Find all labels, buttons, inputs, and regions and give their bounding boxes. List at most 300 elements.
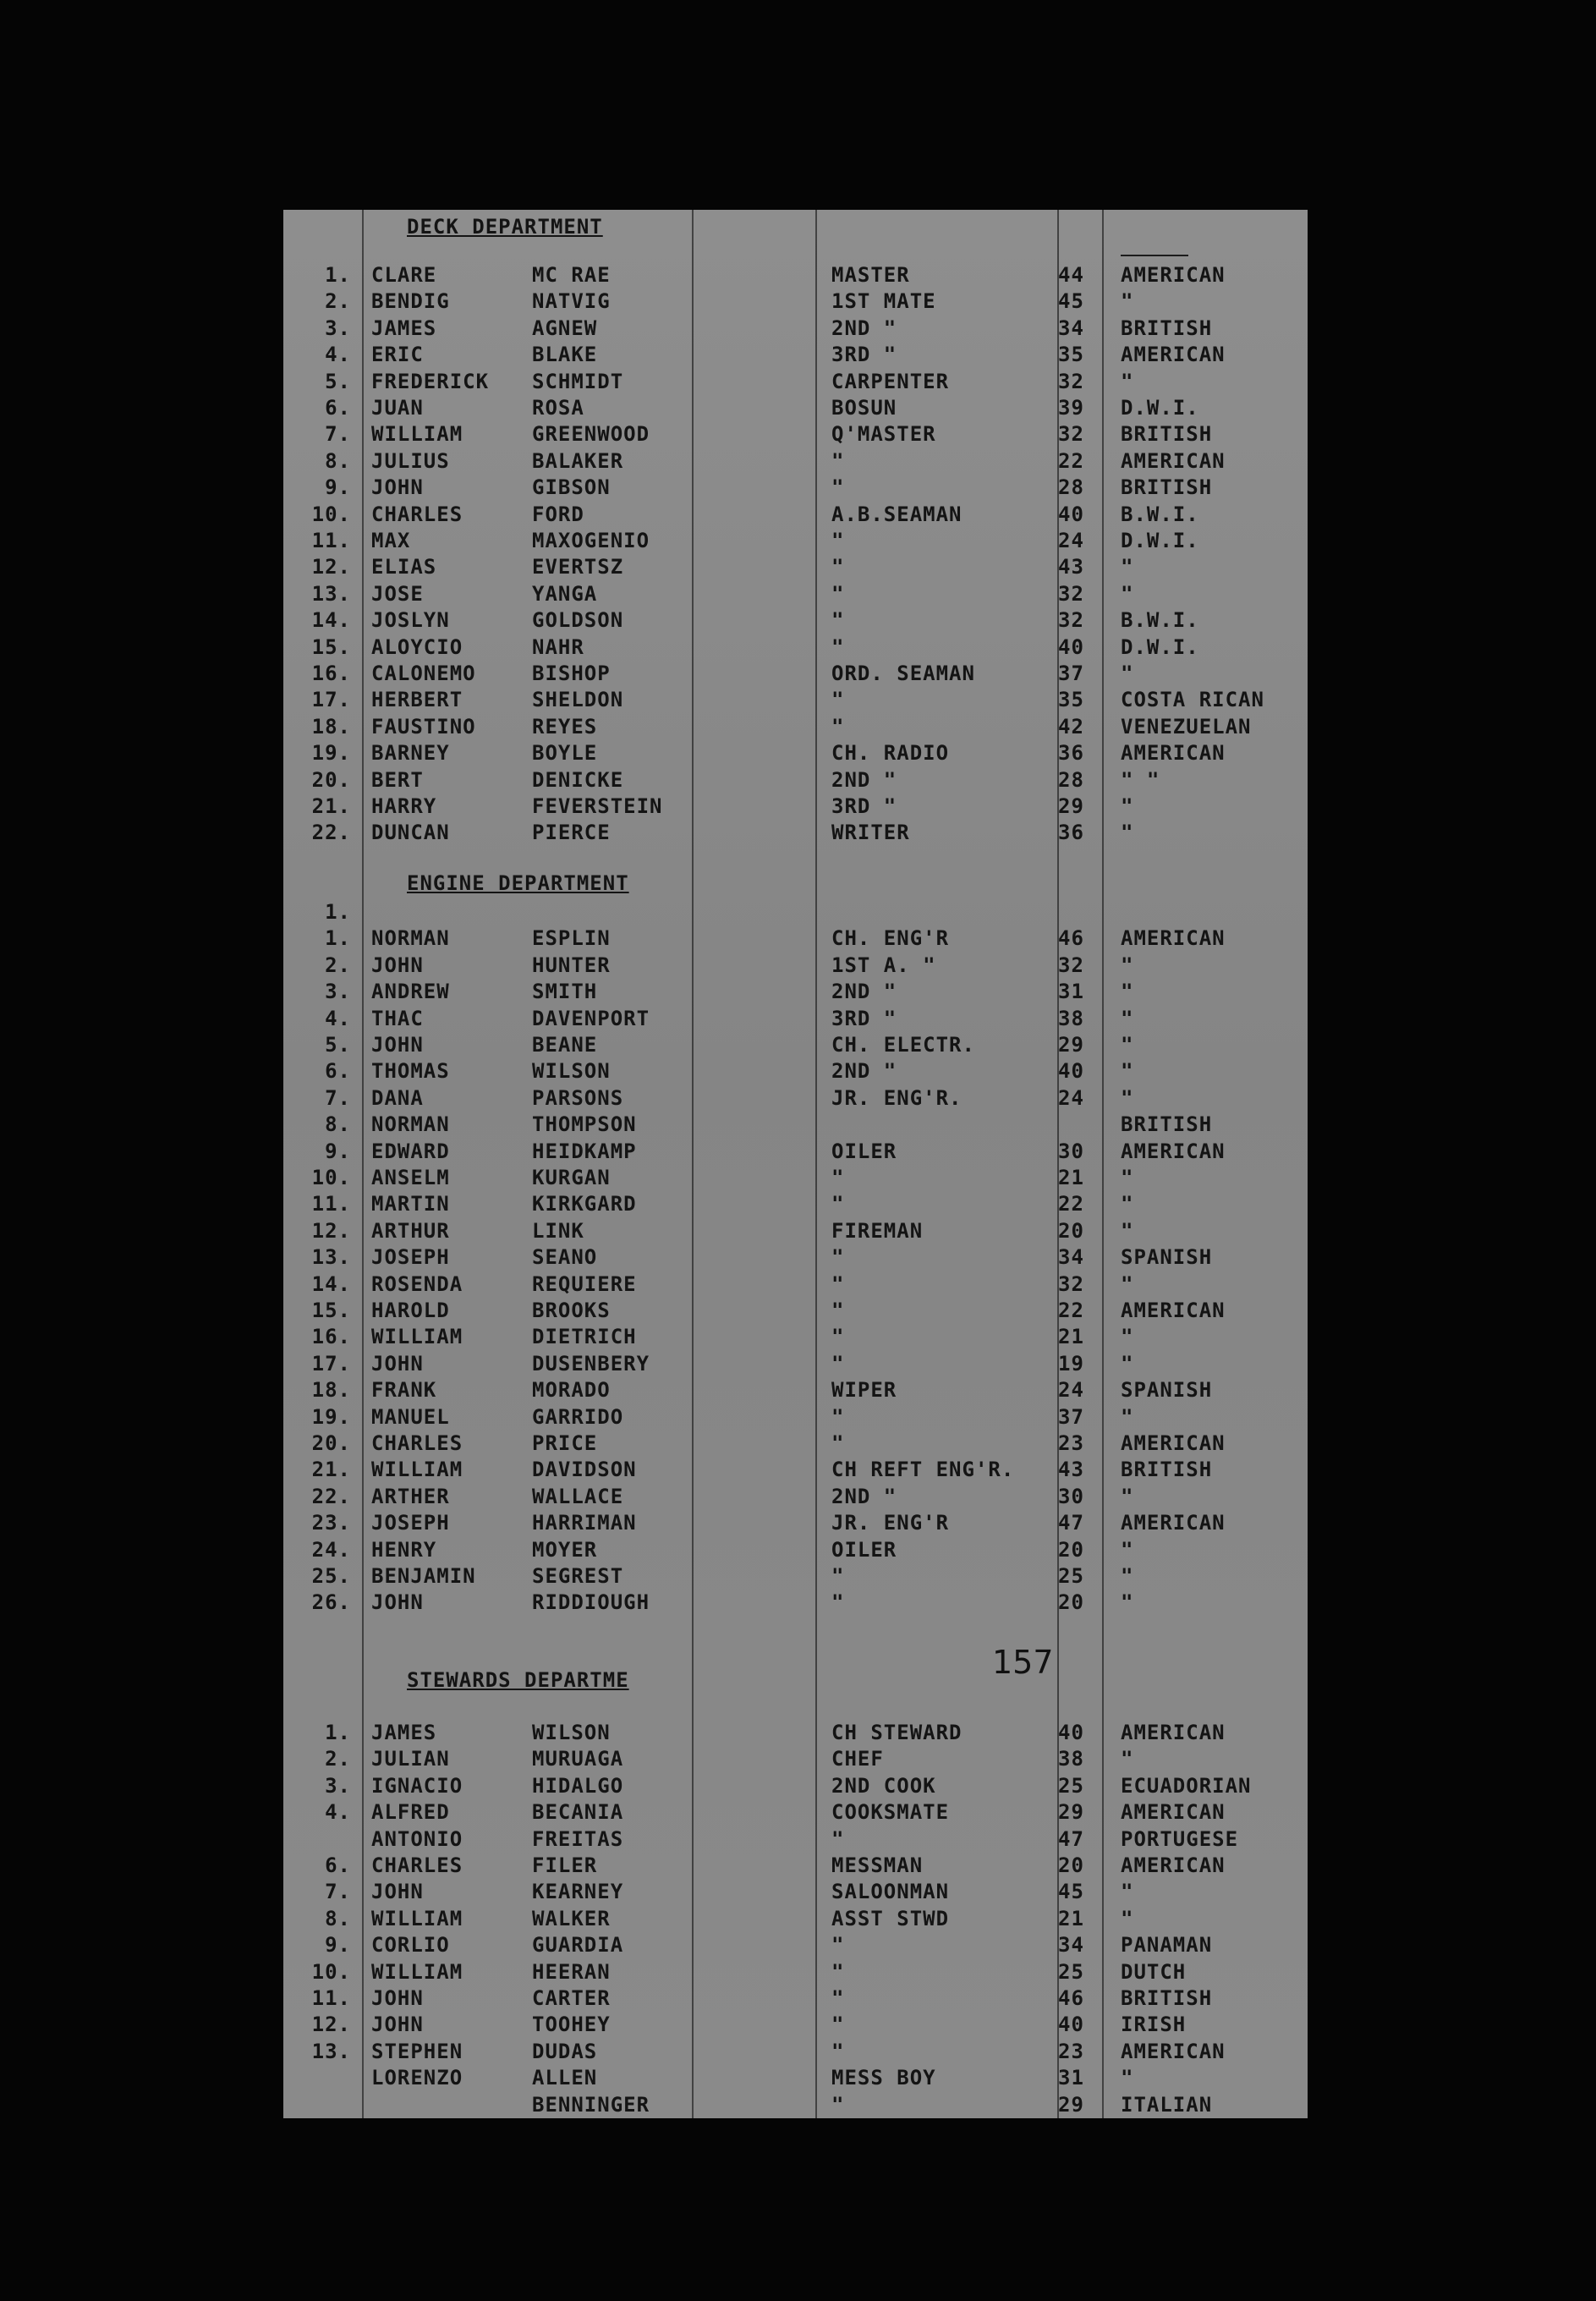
crew-nat: PANAMAN <box>1121 1933 1213 1958</box>
crew-age: 32 <box>1058 422 1084 447</box>
crew-rank: Q'MASTER <box>831 422 936 447</box>
crew-nat: " <box>1121 1033 1134 1057</box>
crew-row <box>283 607 1308 634</box>
crew-rank: " <box>831 1351 845 1376</box>
crew-rank: " <box>831 688 845 712</box>
crew-rank: OILER <box>831 1537 897 1562</box>
crew-age: 39 <box>1058 396 1084 420</box>
crew-num: 2. <box>325 1747 351 1771</box>
crew-rank: " <box>831 714 845 739</box>
crew-first: CHARLES <box>371 1431 463 1455</box>
crew-num: 10. <box>311 1959 351 1984</box>
crew-row <box>283 1457 1308 1483</box>
crew-nat: " <box>1121 289 1134 314</box>
crew-row <box>283 1826 1308 1853</box>
crew-age: 28 <box>1058 475 1084 500</box>
crew-num: 18. <box>311 714 351 739</box>
crew-first: BENJAMIN <box>371 1564 476 1588</box>
crew-age: 47 <box>1058 1826 1084 1851</box>
crew-row <box>283 1271 1308 1298</box>
crew-num: 8. <box>325 1906 351 1930</box>
crew-last: MURUAGA <box>532 1747 624 1771</box>
crew-num: 18. <box>311 1378 351 1403</box>
crew-first: HARRY <box>371 794 437 818</box>
crew-age: 24 <box>1058 1378 1084 1403</box>
crew-last: HIDALGO <box>532 1773 624 1798</box>
crew-rank: " <box>831 634 845 659</box>
crew-first: HENRY <box>371 1537 437 1562</box>
crew-num: 12. <box>311 555 351 579</box>
crew-age: 40 <box>1058 2013 1084 2037</box>
crew-row <box>283 1906 1308 1932</box>
crew-first: JOHN <box>371 2013 424 2037</box>
crew-age: 28 <box>1058 767 1084 792</box>
crew-num: 6. <box>325 1853 351 1877</box>
crew-nat: " <box>1121 1880 1134 1904</box>
crew-age: 31 <box>1058 2066 1084 2090</box>
crew-age: 40 <box>1058 634 1084 659</box>
crew-age: 29 <box>1058 794 1084 818</box>
crew-row <box>283 1085 1308 1112</box>
crew-last: REYES <box>532 714 598 739</box>
crew-age: 21 <box>1058 1166 1084 1189</box>
crew-rank: " <box>831 1325 845 1349</box>
crew-row <box>283 288 1308 315</box>
crew-nat: BRITISH <box>1121 1112 1213 1137</box>
crew-row <box>283 925 1308 952</box>
crew-age: 45 <box>1058 1880 1084 1904</box>
crew-first: JAMES <box>371 316 437 340</box>
crew-row <box>283 502 1308 528</box>
crew-num: 9. <box>325 1139 351 1163</box>
crew-num: 16. <box>311 1325 351 1349</box>
crew-rank: FIREMAN <box>831 1218 924 1243</box>
crew-rank: SALOONMAN <box>831 1880 950 1904</box>
crew-row <box>283 1932 1308 1958</box>
crew-rank: " <box>831 475 845 500</box>
crew-last: REQUIERE <box>532 1271 637 1296</box>
crew-age: 22 <box>1058 1192 1084 1216</box>
crew-nat: " <box>1121 1404 1134 1429</box>
crew-last: MAXOGENIO <box>532 529 650 552</box>
crew-first: STEPHEN <box>371 2039 463 2063</box>
crew-last: SMITH <box>532 980 598 1004</box>
crew-row <box>283 1773 1308 1799</box>
crew-num: 5. <box>325 369 351 393</box>
deck-department-heading: DECK DEPARTMENT <box>407 215 603 239</box>
crew-nat: " <box>1121 1085 1134 1110</box>
crew-last: EVERTSZ <box>532 555 624 579</box>
crew-last: BEANE <box>532 1033 598 1057</box>
crew-last: BLAKE <box>532 343 598 367</box>
crew-row <box>283 342 1308 368</box>
crew-last: WALLACE <box>532 1484 624 1508</box>
crew-last: WILSON <box>532 1059 611 1084</box>
crew-row <box>283 1563 1308 1590</box>
crew-nat: " <box>1121 662 1134 685</box>
crew-row <box>283 1058 1308 1085</box>
crew-nat: " <box>1121 1218 1134 1243</box>
crew-nat: " <box>1121 1564 1134 1588</box>
crew-age: 32 <box>1058 1271 1084 1296</box>
crew-first: ANSELM <box>371 1166 450 1189</box>
crew-row <box>283 661 1308 687</box>
crew-nat: B.W.I. <box>1121 608 1199 633</box>
crew-row <box>283 1431 1308 1457</box>
crew-rank: " <box>831 1404 845 1429</box>
crew-row <box>283 1191 1308 1217</box>
crew-nat: AMERICAN <box>1121 741 1226 766</box>
crew-num: 11. <box>311 1192 351 1216</box>
crew-num: 4. <box>325 1800 351 1825</box>
crew-row <box>283 421 1308 448</box>
crew-age: 36 <box>1058 741 1084 766</box>
crew-first: MAX <box>371 529 411 552</box>
crew-rank: " <box>831 2092 845 2117</box>
crew-first: WILLIAM <box>371 1458 463 1482</box>
crew-first: JOSEPH <box>371 1511 450 1535</box>
crew-num: 1. <box>325 1721 351 1744</box>
crew-nat: AMERICAN <box>1121 926 1226 951</box>
crew-age: 20 <box>1058 1590 1084 1615</box>
crew-first: ROSENDA <box>371 1271 463 1296</box>
crew-rank: 2ND " <box>831 1484 897 1508</box>
crew-last: MORADO <box>532 1378 611 1403</box>
crew-num: 21. <box>311 794 351 818</box>
crew-rank: " <box>831 1245 845 1270</box>
crew-nat: " <box>1121 555 1134 579</box>
crew-age: 29 <box>1058 1800 1084 1825</box>
crew-num: 13. <box>311 581 351 606</box>
crew-nat: AMERICAN <box>1121 1431 1226 1455</box>
crew-num: 24. <box>311 1537 351 1562</box>
crew-age: 23 <box>1058 2039 1084 2063</box>
crew-rank: CH. RADIO <box>831 741 950 766</box>
crew-row <box>283 262 1308 288</box>
stewards-department-heading: STEWARDS DEPARTME <box>407 1668 629 1692</box>
crew-last: SCHMIDT <box>532 369 624 393</box>
crew-nat: " <box>1121 1484 1134 1508</box>
crew-first: HERBERT <box>371 688 463 712</box>
crew-nat: SPANISH <box>1121 1245 1213 1270</box>
crew-rank: 3RD " <box>831 794 897 818</box>
crew-num: 13. <box>311 1245 351 1270</box>
crew-num: 3. <box>325 316 351 340</box>
crew-row <box>283 448 1308 475</box>
crew-nat: IRISH <box>1121 2013 1187 2037</box>
crew-nat: SPANISH <box>1121 1378 1213 1403</box>
crew-age: 20 <box>1058 1218 1084 1243</box>
crew-num: 1. <box>325 900 351 924</box>
crew-age: 32 <box>1058 581 1084 606</box>
crew-last: MC RAE <box>532 263 611 287</box>
crew-last: THOMPSON <box>532 1112 637 1137</box>
crew-age: 38 <box>1058 1006 1084 1030</box>
crew-row <box>283 740 1308 766</box>
crew-last: HARRIMAN <box>532 1511 637 1535</box>
crew-rank: 1ST A. " <box>831 953 936 977</box>
crew-num: 10. <box>311 502 351 526</box>
crew-age: 34 <box>1058 316 1084 340</box>
crew-rank: MASTER <box>831 263 910 287</box>
crew-rank: " <box>831 608 845 633</box>
crew-age: 29 <box>1058 2092 1084 2117</box>
crew-last: RIDDIOUGH <box>532 1590 650 1615</box>
crew-first: JOSE <box>371 581 424 606</box>
crew-age: 19 <box>1058 1351 1084 1376</box>
crew-nat: AMERICAN <box>1121 448 1226 473</box>
crew-age: 34 <box>1058 1245 1084 1270</box>
crew-rank: BOSUN <box>831 396 897 420</box>
crew-nat: D.W.I. <box>1121 529 1199 552</box>
crew-num: 2. <box>325 953 351 977</box>
crew-age: 42 <box>1058 714 1084 739</box>
crew-num: 20. <box>311 1431 351 1455</box>
crew-age: 47 <box>1058 1511 1084 1535</box>
crew-last: PARSONS <box>532 1085 624 1110</box>
crew-first: HAROLD <box>371 1299 450 1322</box>
crew-last: SHELDON <box>532 688 624 712</box>
crew-num: 4. <box>325 1006 351 1030</box>
crew-row <box>283 794 1308 820</box>
crew-first: JOHN <box>371 1590 424 1615</box>
crew-row <box>283 581 1308 607</box>
crew-last: LINK <box>532 1218 584 1243</box>
crew-row <box>283 1351 1308 1377</box>
crew-nat: ECUADORIAN <box>1121 1773 1252 1798</box>
crew-num: 14. <box>311 1271 351 1296</box>
crew-last: DAVIDSON <box>532 1458 637 1482</box>
crew-nat: " <box>1121 2066 1134 2090</box>
crew-row <box>283 1590 1308 1616</box>
crew-last: KEARNEY <box>532 1880 624 1904</box>
crew-num: 11. <box>311 529 351 552</box>
crew-age: 46 <box>1058 926 1084 951</box>
crew-age: 32 <box>1058 953 1084 977</box>
crew-num: 22. <box>311 821 351 845</box>
crew-age: 40 <box>1058 502 1084 526</box>
crew-first: LORENZO <box>371 2066 463 2090</box>
crew-first: IGNACIO <box>371 1773 463 1798</box>
crew-num: 7. <box>325 1880 351 1904</box>
crew-nat: DUTCH <box>1121 1959 1187 1984</box>
crew-num: 3. <box>325 1773 351 1798</box>
crew-num: 1. <box>325 263 351 287</box>
crew-rank: " <box>831 581 845 606</box>
crew-first: BERT <box>371 767 424 792</box>
crew-row <box>283 1746 1308 1772</box>
crew-rank: COOKSMATE <box>831 1800 950 1825</box>
crew-nat: VENEZUELAN <box>1121 714 1252 739</box>
crew-rank: " <box>831 1431 845 1455</box>
crew-age: 22 <box>1058 448 1084 473</box>
crew-last: FREITAS <box>532 1826 624 1851</box>
crew-nat: BRITISH <box>1121 422 1213 447</box>
crew-last: GARRIDO <box>532 1404 624 1429</box>
crew-last: FORD <box>532 502 584 526</box>
crew-row <box>283 528 1308 554</box>
crew-nat: D.W.I. <box>1121 396 1199 420</box>
crew-first: ARTHER <box>371 1484 450 1508</box>
crew-last: BROOKS <box>532 1299 611 1322</box>
crew-rank: " <box>831 2039 845 2063</box>
crew-num: 9. <box>325 1933 351 1958</box>
crew-last: ESPLIN <box>532 926 611 951</box>
crew-rank: OILER <box>831 1139 897 1163</box>
crew-row <box>283 1324 1308 1350</box>
crew-first: WILLIAM <box>371 422 463 447</box>
crew-num: 12. <box>311 1218 351 1243</box>
crew-first: EDWARD <box>371 1139 450 1163</box>
crew-rank: WRITER <box>831 821 910 845</box>
crew-num: 11. <box>311 1986 351 2010</box>
crew-first: ALFRED <box>371 1800 450 1825</box>
crew-rank: CH. ELECTR. <box>831 1033 975 1057</box>
crew-num: 8. <box>325 448 351 473</box>
crew-rank: MESS BOY <box>831 2066 936 2090</box>
crew-last: BALAKER <box>532 448 624 473</box>
crew-num: 12. <box>311 2013 351 2037</box>
crew-last: AGNEW <box>532 316 598 340</box>
crew-rank: A.B.SEAMAN <box>831 502 963 526</box>
crew-first: BENDIG <box>371 289 450 314</box>
crew-row <box>283 1244 1308 1271</box>
crew-nat: " <box>1121 1537 1134 1562</box>
crew-rank: CHEF <box>831 1747 884 1771</box>
crew-first: FRANK <box>371 1378 437 1403</box>
crew-row <box>283 1799 1308 1826</box>
crew-nat: " <box>1121 794 1134 818</box>
crew-first: JOSEPH <box>371 1245 450 1270</box>
crew-last: ALLEN <box>532 2066 598 2090</box>
crew-row <box>283 820 1308 846</box>
crew-rank: JR. ENG'R <box>831 1511 950 1535</box>
crew-row <box>283 1165 1308 1191</box>
crew-last: NATVIG <box>532 289 611 314</box>
crew-age: 45 <box>1058 289 1084 314</box>
crew-age: 32 <box>1058 369 1084 393</box>
engine-department-heading: ENGINE DEPARTMENT <box>407 871 629 895</box>
page-stamp-number: 157 <box>992 1644 1054 1681</box>
crew-last: NAHR <box>532 634 584 659</box>
crew-rank: " <box>831 1959 845 1984</box>
crew-first: WILLIAM <box>371 1325 463 1349</box>
crew-rank: 3RD " <box>831 343 897 367</box>
crew-last: TOOHEY <box>532 2013 611 2037</box>
crew-num: 13. <box>311 2039 351 2063</box>
crew-rank: CH. ENG'R <box>831 926 950 951</box>
crew-first: JOHN <box>371 1351 424 1376</box>
crew-rank: " <box>831 1299 845 1322</box>
crew-last: GUARDIA <box>532 1933 624 1958</box>
crew-nat: AMERICAN <box>1121 1721 1226 1744</box>
crew-rank: " <box>831 555 845 579</box>
crew-last: BISHOP <box>532 662 611 685</box>
crew-last: SEGREST <box>532 1564 624 1588</box>
crew-last: YANGA <box>532 581 598 606</box>
crew-nat: AMERICAN <box>1121 1139 1226 1163</box>
crew-nat: ITALIAN <box>1121 2092 1213 2117</box>
crew-age: 21 <box>1058 1325 1084 1349</box>
crew-age: 21 <box>1058 1906 1084 1930</box>
crew-nat: BRITISH <box>1121 316 1213 340</box>
crew-first: JOSLYN <box>371 608 450 633</box>
crew-age: 38 <box>1058 1747 1084 1771</box>
crew-row <box>283 899 1308 925</box>
crew-age: 30 <box>1058 1484 1084 1508</box>
crew-last: HEIDKAMP <box>532 1139 637 1163</box>
crew-age: 44 <box>1058 263 1084 287</box>
crew-num: 17. <box>311 688 351 712</box>
crew-rank: " <box>831 1166 845 1189</box>
crew-age: 24 <box>1058 1085 1084 1110</box>
crew-last: DIETRICH <box>532 1325 637 1349</box>
crew-nat: " <box>1121 1906 1134 1930</box>
crew-row <box>283 1377 1308 1403</box>
crew-row <box>283 979 1308 1005</box>
crew-nat: AMERICAN <box>1121 2039 1226 2063</box>
crew-row <box>283 2012 1308 2038</box>
crew-first: ARTHUR <box>371 1218 450 1243</box>
crew-row <box>283 2065 1308 2091</box>
crew-first: CORLIO <box>371 1933 450 1958</box>
crew-first: BARNEY <box>371 741 450 766</box>
crew-last: BOYLE <box>532 741 598 766</box>
crew-nat: PORTUGESE <box>1121 1826 1239 1851</box>
crew-num: 21. <box>311 1458 351 1482</box>
crew-row <box>283 475 1308 501</box>
crew-first: JAMES <box>371 1721 437 1744</box>
crew-row <box>283 634 1308 661</box>
crew-num: 19. <box>311 741 351 766</box>
crew-num: 4. <box>325 343 351 367</box>
crew-num: 17. <box>311 1351 351 1376</box>
crew-rank: JR. ENG'R. <box>831 1085 963 1110</box>
crew-last: DUDAS <box>532 2039 598 2063</box>
crew-num: 9. <box>325 475 351 500</box>
crew-last: BECANIA <box>532 1800 624 1825</box>
crew-first: JUAN <box>371 396 424 420</box>
crew-rank: " <box>831 1271 845 1296</box>
crew-rank: CARPENTER <box>831 369 950 393</box>
crew-num: 25. <box>311 1564 351 1588</box>
crew-rank: " <box>831 1564 845 1588</box>
crew-nat: " <box>1121 369 1134 393</box>
crew-age: 35 <box>1058 343 1084 367</box>
crew-first: ERIC <box>371 343 424 367</box>
crew-num: 6. <box>325 396 351 420</box>
crew-nat: " <box>1121 1351 1134 1376</box>
crew-age: 43 <box>1058 555 1084 579</box>
margin-mark <box>1121 255 1188 256</box>
crew-age: 32 <box>1058 608 1084 633</box>
crew-rank: CH REFT ENG'R. <box>831 1458 1015 1482</box>
crew-last: PRICE <box>532 1431 598 1455</box>
crew-row <box>283 1404 1308 1431</box>
crew-row <box>283 369 1308 395</box>
crew-row <box>283 1879 1308 1905</box>
crew-rank: CH STEWARD <box>831 1721 963 1744</box>
crew-nat: AMERICAN <box>1121 1511 1226 1535</box>
crew-row <box>283 767 1308 794</box>
crew-first: JOHN <box>371 953 424 977</box>
crew-num: 8. <box>325 1112 351 1137</box>
crew-num: 16. <box>311 662 351 685</box>
crew-last: FEVERSTEIN <box>532 794 663 818</box>
crew-num: 22. <box>311 1484 351 1508</box>
crew-num: 1. <box>325 926 351 951</box>
crew-num: 5. <box>325 1033 351 1057</box>
